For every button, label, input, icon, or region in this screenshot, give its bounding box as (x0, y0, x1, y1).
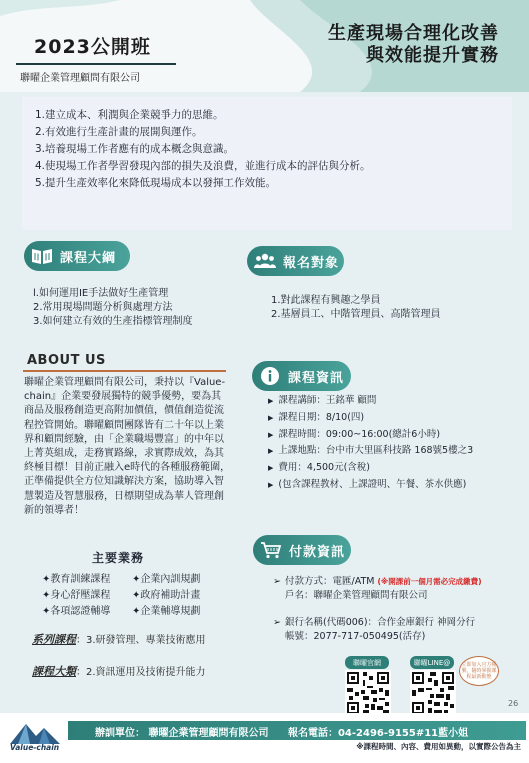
outline-item: 2.常用現場問題分析與處理方法 (33, 302, 173, 313)
account-name-row (273, 589, 482, 603)
audience-heading (247, 246, 344, 276)
outline-item: 3.如何建立有效的生產指標管理制度 (33, 316, 193, 327)
payment-deadline-note: (※開課前一個月需必完成繳費) (377, 577, 482, 586)
bank-name: 銀行名稱(代碼006)：合作金庫銀行 神岡分行 (285, 617, 476, 628)
payment-heading (253, 535, 351, 565)
outline-heading (24, 241, 130, 271)
account-name: 戶名：聯曜企業管理顧問有限公司 (285, 590, 428, 601)
course-info-list (268, 393, 473, 494)
course-info-heading (252, 361, 351, 391)
year-title: 2023公開班 (34, 36, 151, 58)
course-title-line1: 生產現場合理化改善 (328, 23, 499, 44)
outline-title: 課程大綱 (60, 250, 117, 266)
course-info-item: ▶ (包含課程教材、上課證明、午餐、茶水供應) (268, 477, 473, 494)
footer-contact-text (95, 724, 468, 739)
course-info-item: ▶ 費用：4,500元(含稅) (268, 460, 473, 477)
about-text: 聯曜企業管理顧問有限公司，秉持以『Value-chain』企業要發展獨特的競爭優勢，要為其商品及服務創造更高附加價值，價值創造從流程控管開始。聯曜顧問團隊皆有二十年以上業界和顧問經驗，由「企業職場豐富」的中年以上菁英組成，走務實路線，求實際成效，為其終極目標！目前正融入e時代的各種服務範圍，正準備提供全方位知識解決方案，協助導入智慧製造及智慧服務，日標期望成為華人管理創新的領導者！ (24, 377, 231, 516)
company-name: 聯曜企業管理顧問有限公司 (20, 73, 140, 84)
cart-icon (259, 538, 283, 562)
course-info-item: ▶ 課程日期：8/10(四) (268, 410, 473, 427)
page-number: 26 (508, 699, 519, 708)
audience-list (271, 294, 441, 322)
course-title-line2: 與效能提升實務 (366, 45, 499, 66)
business-title: 主要業務 (92, 551, 145, 565)
payment-title: 付款資訊 (289, 544, 346, 560)
business-list (42, 570, 222, 617)
about-underline (23, 370, 226, 372)
objectives-list (35, 107, 371, 192)
course-info-item: ▶ 課程講師：王銘華 顧問 (268, 393, 473, 410)
business-item: ✦政府補助計畫 (132, 590, 201, 601)
outline-list (33, 287, 193, 329)
business-item: ✦各項認證輔導 (42, 606, 111, 617)
account-number: 帳號：2077-717-050495(活存) (285, 631, 426, 642)
course-title (328, 23, 499, 67)
qr-code-icon (410, 670, 456, 716)
course-info-item: ▶ 上課地點：台中市大里區科技路 168號5樓之3 (268, 443, 473, 460)
footer-disclaimer: ※課程時間、內容、費用如異動，以實際公告為主 (356, 742, 521, 751)
account-number-row (273, 630, 482, 644)
series-value: 3.研發管理、專業技術應用 (86, 635, 206, 646)
book-icon (30, 244, 54, 268)
audience-item: 1.對此課程有興趣之學員 (271, 295, 381, 306)
website-qr-label: 聯曜官網 (345, 656, 389, 669)
qr-code-icon (345, 670, 391, 716)
business-item: ✦身心舒壓課程 (42, 590, 111, 601)
info-icon (258, 364, 282, 388)
line-qr-label: 聯曜LINE@ (410, 656, 454, 669)
value-chain-logo (6, 716, 64, 746)
header-divider (16, 63, 176, 65)
objective-item: 5.提升生產效率化來降低現場成本以發揮工作效能。 (35, 177, 277, 189)
outline-item: l.如何運用IE手法做好生產管理 (33, 288, 169, 299)
logo-text: Value-chain (10, 743, 60, 752)
series-label: 系列課程 (32, 633, 76, 646)
phone: 報名電話：04-2496-9155#11藍小姐 (287, 728, 469, 739)
payment-method: 付款方式：電匯/ATM (285, 576, 375, 587)
objective-item: 2.有效進行生產計畫的展開與運作。 (35, 126, 203, 138)
bank-row: ➢ 銀行名稱(代碼006)：合作金庫銀行 神岡分行 (273, 617, 476, 628)
header (0, 0, 529, 92)
payment-method-row: ➢ 付款方式：電匯/ATM (※開課前一個月需必完成繳費) (273, 576, 482, 587)
category-label: 課程大類 (32, 665, 76, 678)
line-qr-code[interactable] (410, 670, 456, 716)
business-item: ✦企業輔導規劃 (132, 606, 201, 617)
business-item: ✦企業內訓規劃 (132, 574, 201, 585)
course-category: 課程大類：2.資訊運用及技術提升能力 (32, 665, 206, 678)
website-qr-code[interactable] (345, 670, 391, 716)
course-info-item: ▶ 課程時間：09:00~16:00(總計6小時) (268, 427, 473, 444)
about-title: ABOUT US (27, 353, 106, 368)
people-icon (253, 249, 277, 273)
payment-details (273, 575, 482, 644)
audience-item: 2.基層員工、中階管理員、高階管理員 (271, 309, 441, 320)
organizer: 辦訓單位： 聯曜企業管理顧問有限公司 (95, 728, 269, 739)
category-value: 2.資訊運用及技術提升能力 (86, 667, 206, 678)
objective-item: 4.使現場工作者學習發現內部的損失及浪費，並進行成本的評估與分析。 (35, 160, 371, 172)
course-info-title: 課程資訊 (288, 370, 345, 386)
series-course: 系列課程：3.研發管理、專業技術應用 (32, 633, 206, 646)
audience-title: 報名對象 (283, 255, 340, 271)
objective-item: 3.培養現場工作者應有的成本概念與意識。 (35, 143, 235, 155)
line-follow-bubble: 立即加入官方帳號，隨時掌握課程最新動態 (459, 656, 499, 686)
business-item: ✦教育訓練課程 (42, 574, 111, 585)
objective-item: 1.建立成本、利潤與企業競爭力的思維。 (35, 109, 224, 121)
